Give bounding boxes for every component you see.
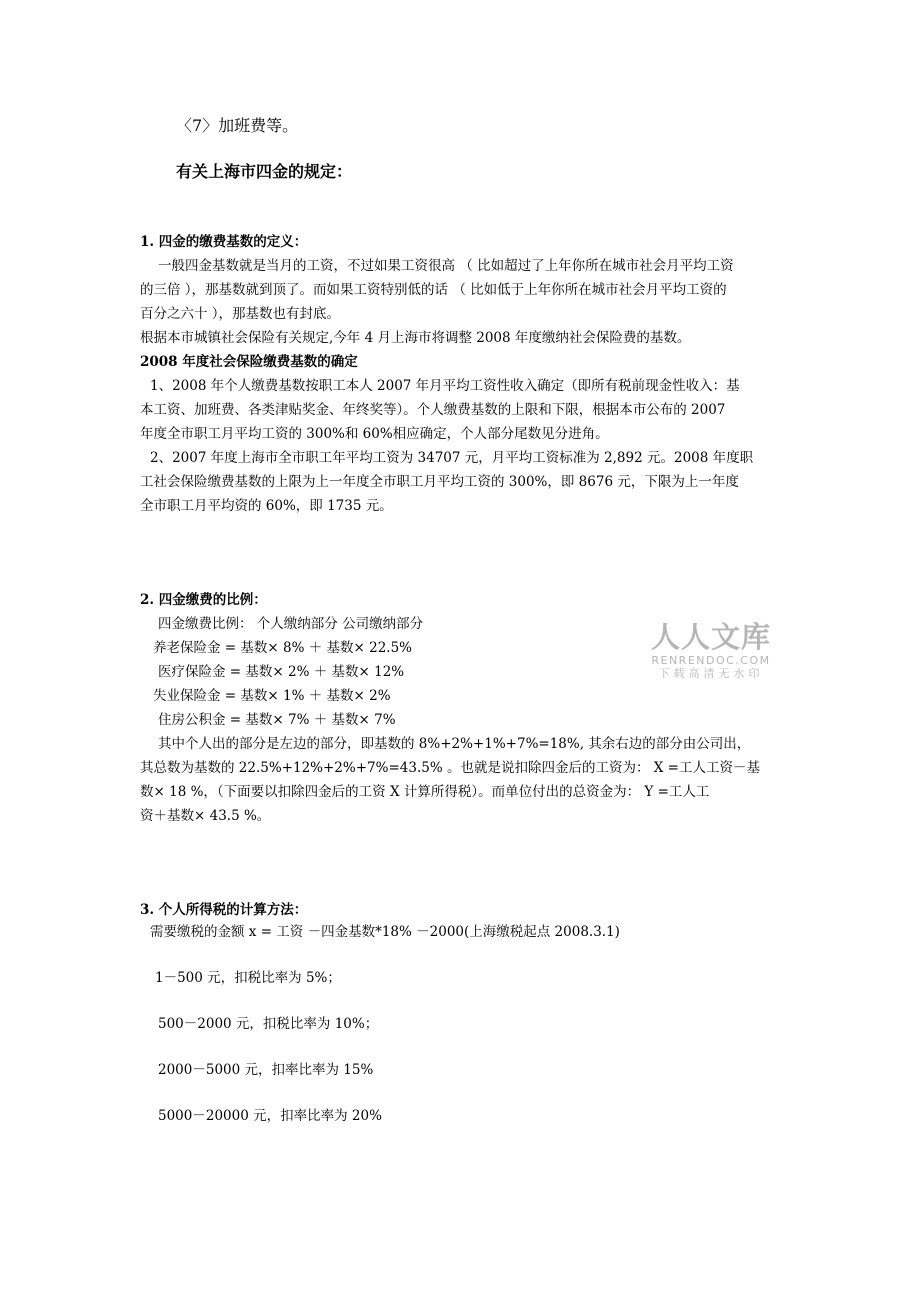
s1-para3-line2: 本工资、加班费、各类津贴奖金、年终奖等）。个人缴费基数的上限和下限，根据本市公布的 2007: [140, 402, 726, 418]
s1-para3-line1: 1、2008 年个人缴费基数按职工本人 2007 年月平均工资性收入确定（即所有税前现金性收入：基: [150, 378, 740, 394]
s2-row-unemployment: 失业保险金 = 基数× 1% ＋ 基数× 2%: [153, 688, 391, 704]
s1-subheading: 2008 年度社会保险缴费基数的确定: [140, 354, 358, 370]
s1-para1-line3: 百分之六十 ），那基数也有封底。: [140, 306, 341, 322]
s2-para-line2: 其总数为基数的 22.5%+12%+2%+7%=43.5% 。也就是说扣除四金后的工资为： X =工人工资－基: [140, 760, 760, 776]
s1-para4-line3: 全市职工月平均资的 60%，即 1735 元。: [140, 498, 393, 514]
s1-para2: 根据本市城镇社会保险有关规定,今年 4 月上海市将调整 2008 年度缴纳社会保险费的基数。: [140, 330, 691, 346]
section-3-title: 3. 个人所得税的计算方法：: [140, 902, 308, 918]
s2-para-line1: 其中个人出的部分是左边的部分，即基数的 8%+2%+1%+7%=18%, 其余右边的部分由公司出，: [158, 736, 751, 752]
s3-bracket-2: 500－2000 元，扣税比率为 10%；: [158, 1016, 379, 1032]
s2-table-header: 四金缴费比例： 个人缴纳部分 公司缴纳部分: [158, 616, 424, 632]
watermark-sub: 下载高清无水印: [658, 667, 764, 680]
section-2-title: 2. 四金缴费的比例：: [140, 592, 267, 608]
main-heading: 有关上海市四金的规定：: [176, 162, 353, 181]
s3-formula: 需要缴税的金额 x = 工资 －四金基数*18% －2000(上海缴税起点 2008.3.1): [150, 924, 620, 940]
s1-para4-line1: 2、2007 年度上海市全市职工年平均工资为 34707 元，月平均工资标准为 2,892 元。2008 年度职: [150, 450, 754, 466]
s2-row-medical: 医疗保险金 = 基数× 2% ＋ 基数× 12%: [158, 664, 405, 680]
s3-bracket-1: 1－500 元，扣税比率为 5%；: [155, 970, 341, 986]
s2-para-line3: 数× 18 %，（下面要以扣除四金后的工资 X 计算所得税）。而单位付出的总资金为： Y =工人工: [140, 784, 710, 800]
s3-bracket-3: 2000－5000 元，扣率比率为 15%: [158, 1062, 374, 1078]
s1-para3-line3: 年度全市职工月平均工资的 300%和 60%相应确定，个人部分尾数见分进角。: [140, 426, 609, 442]
s1-para1-line2: 的三倍 ），那基数就到顶了。而如果工资特别低的话 （ 比如低于上年你所在城市社会月平均工资的: [140, 282, 727, 298]
s2-para-line4: 资＋基数× 43.5 %。: [140, 808, 271, 824]
watermark-en: RENRENDOC.COM: [651, 654, 771, 667]
item-7: 〈7〉加班费等。: [176, 116, 299, 135]
s2-row-housing: 住房公积金 = 基数× 7% ＋ 基数× 7%: [158, 712, 396, 728]
watermark-logo: [648, 620, 774, 681]
s3-bracket-4: 5000－20000 元，扣率比率为 20%: [158, 1108, 382, 1124]
section-1-title: 1. 四金的缴费基数的定义：: [140, 234, 308, 250]
s1-para1-line1: 一般四金基数就是当月的工资，不过如果工资很高 （ 比如超过了上年你所在城市社会月平均工资: [158, 258, 734, 274]
s2-row-pension: 养老保险金 = 基数× 8% ＋ 基数× 22.5%: [153, 640, 412, 656]
s1-para4-line2: 工社会保险缴费基数的上限为上一年度全市职工月平均工资的 300%，即 8676 元，下限为上一年度: [140, 474, 739, 490]
watermark-cn: 人人文库: [650, 620, 771, 654]
